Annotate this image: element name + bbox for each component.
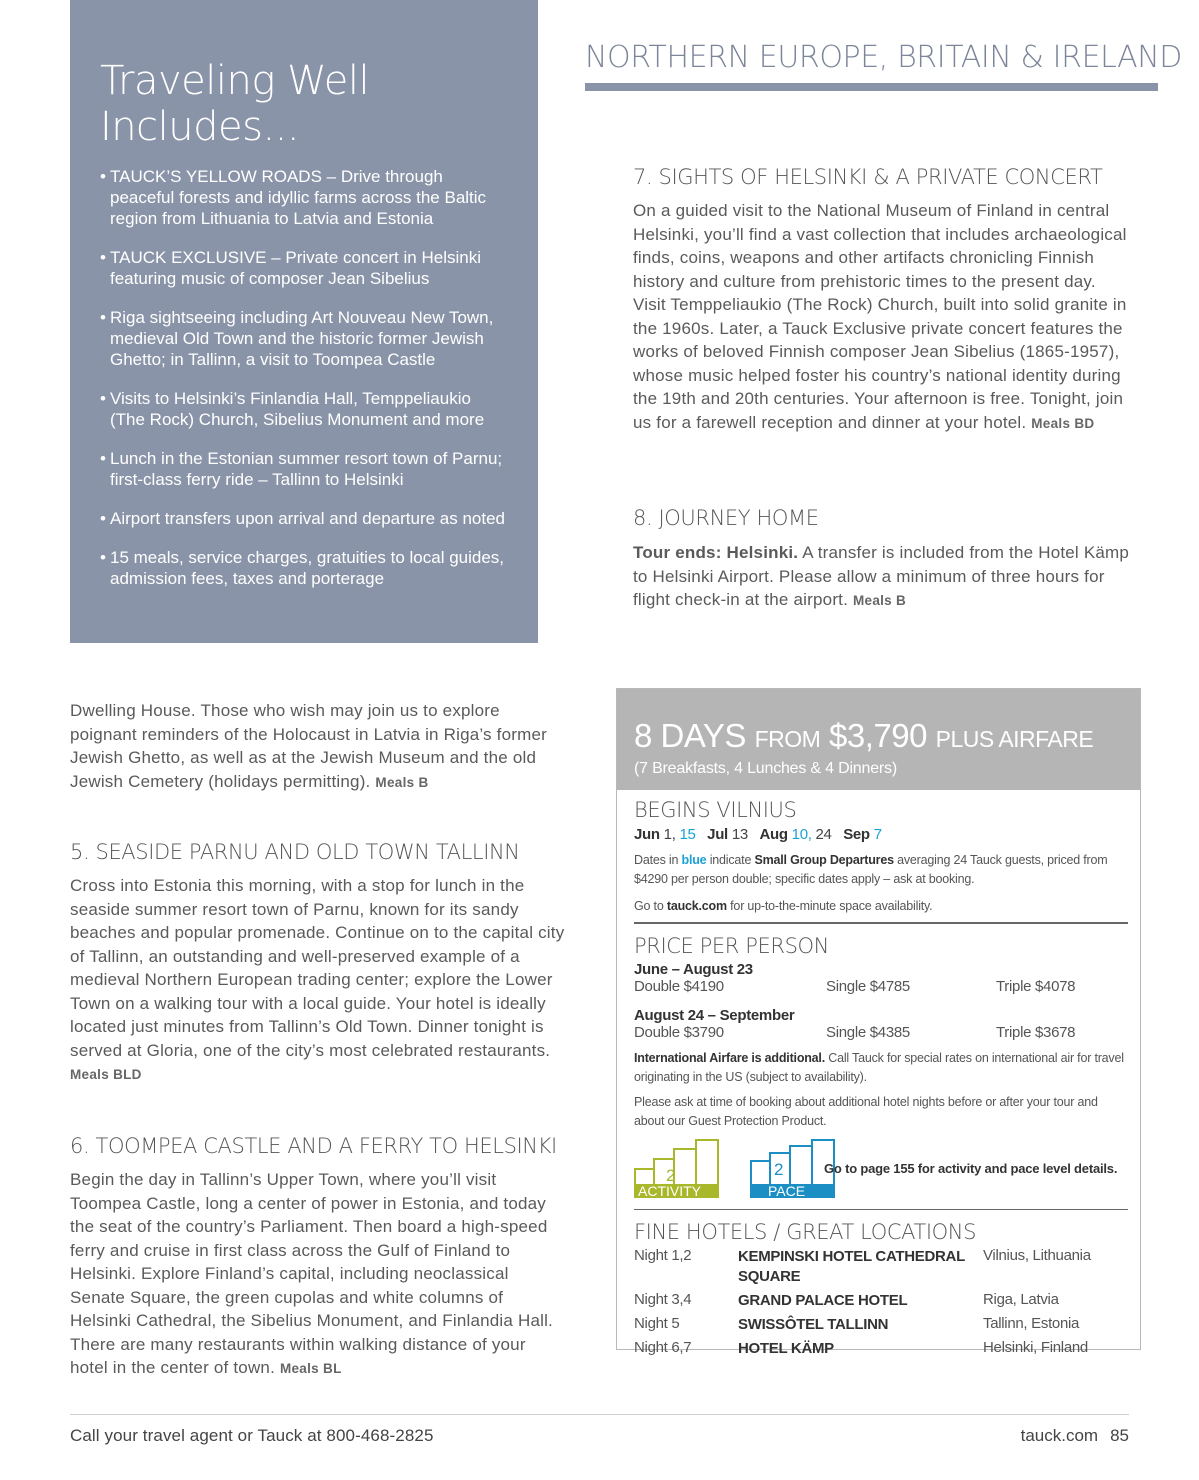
price-headline	[634, 717, 1122, 758]
divider	[634, 922, 1128, 924]
day4-meals: Meals B	[375, 774, 429, 790]
airfare-text: Call Tauck for special rates on international air for travel originating in the US (subject to availability).	[634, 1050, 1124, 1084]
activity-label: ACTIVITY	[638, 1182, 702, 1199]
date-day: 1,	[663, 826, 676, 843]
pace-label: PACE	[768, 1182, 806, 1199]
footer-rule	[70, 1414, 1129, 1415]
note-text: Go to	[634, 899, 667, 913]
date-day: 13	[731, 826, 748, 843]
page-number: 85	[1110, 1426, 1129, 1445]
price-single: Single $4785	[826, 977, 910, 995]
tauck-link[interactable]: tauck.com	[666, 899, 727, 913]
begins-heading: BEGINS VILNIUS	[634, 798, 797, 822]
note-blue-word: blue	[681, 853, 707, 867]
departure-dates	[634, 826, 1128, 843]
date-month: Sep	[843, 826, 870, 843]
region-rule	[585, 83, 1158, 91]
hotel-row	[634, 1247, 1128, 1291]
hotel-row	[634, 1315, 1128, 1339]
divider	[634, 1209, 1128, 1211]
includes-item: • Visits to Helsinki’s Finlandia Hall, Temppeliaukio (The Rock) Church, Sibelius Monument and more	[100, 388, 508, 430]
day6-section	[70, 1134, 565, 1381]
availability-note	[634, 897, 1128, 916]
footer-site-link[interactable]: tauck.com	[1020, 1426, 1099, 1445]
price-period-label: August 24 – September	[634, 1006, 795, 1024]
day5-text	[70, 874, 565, 1087]
note-bold: Small Group Departures	[754, 853, 894, 867]
small-group-note	[634, 851, 1128, 889]
hotel-row	[634, 1291, 1128, 1315]
hotel-name: KEMPINSKI HOTEL CATHEDRAL SQUARE	[738, 1248, 965, 1285]
includes-item: • TAUCK’S YELLOW ROADS – Drive through peaceful forests and idyllic farms across the Baltic region from Lithuania to Latvia and Estonia	[100, 166, 508, 229]
includes-item: • Lunch in the Estonian summer resort town of Parnu; first-class ferry ride – Tallinn to Helsinki	[100, 448, 508, 490]
date-day-small-group: 7	[873, 826, 882, 843]
day8-body: A transfer is included from the Hotel Kämp to Helsinki Airport. Please allow a minimum of three hours for flight check-in at the airport.	[633, 543, 1130, 609]
pace-note: Go to page 155 for activity and pace level details.	[824, 1160, 1118, 1176]
airfare-note	[634, 1049, 1128, 1087]
day5-body: Cross into Estonia this morning, with a stop for lunch in the seaside summer resort town of Parnu, known for its sandy beaches and popular promenade. Continue on to the capital city of Tallinn, an outstanding and well-preserved example of a medieval Northern European trading center; explore the Lower Town on a walking tour with a local guide. Your hotel is ideally located just minutes from Tallinn’s Old Town. Dinner tonight is served at Gloria, one of the city’s most celebrated restaurants.	[70, 876, 565, 1060]
price-row	[634, 978, 1128, 997]
price-single: Single $4385	[826, 1023, 910, 1041]
day5-section	[70, 840, 565, 1087]
day8-heading: 8. JOURNEY HOME	[633, 506, 819, 530]
price-double: Double $4190	[634, 977, 724, 995]
day6-meals: Meals BL	[279, 1361, 342, 1376]
includes-item: • Airport transfers upon arrival and departure as noted	[100, 508, 508, 529]
hotel-location: Tallinn, Estonia	[983, 1315, 1080, 1332]
hotel-nights: Night 5	[634, 1315, 680, 1332]
hotel-nights: Night 1,2	[634, 1247, 692, 1264]
date-month: Jun	[634, 826, 660, 843]
price-triple: Triple $3678	[996, 1023, 1076, 1041]
day4-body: Dwelling House. Those who wish may join us to explore poignant reminders of the Holocaust in Latvia in Riga’s former Jewish Ghetto, as well as at the Jewish Museum and the old Jewish Cemetery (holidays permitting).	[70, 701, 547, 791]
price-days: 8 DAYS	[634, 717, 746, 754]
hotel-location: Riga, Latvia	[983, 1291, 1059, 1308]
price-triple: Triple $4078	[996, 977, 1076, 995]
hotels-heading: FINE HOTELS / GREAT LOCATIONS	[634, 1220, 977, 1244]
note-text: averaging 24 Tauck guests, priced from $4290 per person double; specific dates apply – ask at booking.	[634, 853, 1108, 886]
pace-level-number: 2	[774, 1159, 784, 1179]
date-day: 24	[815, 826, 832, 843]
region-title: NORTHERN EUROPE, BRITAIN & IRELAND	[585, 40, 1182, 75]
date-month: Aug	[759, 826, 788, 843]
price-header	[617, 689, 1140, 790]
price-amount: $3,790	[829, 717, 927, 754]
day8-section	[633, 506, 1133, 613]
price-double: Double $3790	[634, 1023, 724, 1041]
price-per-person-heading: PRICE PER PERSON	[634, 933, 829, 958]
note-text: indicate	[706, 853, 755, 867]
day7-body: On a guided visit to the National Museum of Finland in central Helsinki, you’ll find a vast collection that includes archaeological finds, coins, weapons and other artifacts chronicling Finnish history and culture from prehistoric times to the present day. Visit Temppeliaukio (The Rock) Church, built into solid granite in the 1960s. Later, a Tauck Exclusive private concert features the works of beloved Finnish composer Jean Sibelius (1865-1957), whose music helped foster his country’s national identity during the 19th and 20th centuries. Your afternoon is free. Tonight, join us for a farewell reception and dinner at your hotel.	[633, 201, 1127, 432]
hotel-nights-note: Please ask at time of booking about additional hotel nights before or after your tour and about our Guest Protection Product.	[634, 1094, 1098, 1128]
activity-level-number: 2	[666, 1165, 676, 1185]
day5-heading: 5. SEASIDE PARNU AND OLD TOWN TALLINN	[70, 840, 520, 864]
day4-continuation	[70, 699, 565, 794]
includes-item: • 15 meals, service charges, gratuities to local guides, admission fees, taxes and porterage	[100, 547, 508, 589]
day7-heading: 7. SIGHTS OF HELSINKI & A PRIVATE CONCERT	[633, 165, 1103, 189]
activity-level-icon	[634, 1139, 720, 1199]
footer-right	[1021, 1426, 1129, 1446]
includes-title-line2: Includes...	[100, 104, 300, 150]
hotel-row	[634, 1339, 1128, 1363]
day8-meals: Meals B	[852, 593, 907, 608]
date-month: Jul	[707, 826, 728, 843]
day6-heading: 6. TOOMPEA CASTLE AND A FERRY TO HELSINKI	[70, 1134, 557, 1158]
hotel-name: HOTEL KÄMP	[738, 1340, 834, 1357]
note-text: Dates in	[634, 853, 682, 867]
hotel-location: Helsinki, Finland	[983, 1339, 1088, 1356]
day7-section	[633, 165, 1133, 435]
price-box	[616, 688, 1141, 1357]
price-plus-airfare: PLUS AIRFARE	[935, 726, 1094, 752]
includes-item: • TAUCK EXCLUSIVE – Private concert in Helsinki featuring music of composer Jean Sibelius	[100, 247, 508, 289]
price-row	[634, 1024, 1128, 1043]
hotel-name: GRAND PALACE HOTEL	[738, 1292, 908, 1309]
day7-text	[633, 199, 1133, 435]
price-from: FROM	[754, 726, 821, 752]
includes-panel	[70, 0, 538, 643]
date-day-small-group: 10,	[791, 826, 812, 843]
date-day-small-group: 15	[679, 826, 696, 843]
price-period-label: June – August 23	[634, 960, 753, 978]
note-text: for up-to-the-minute space availability.	[726, 899, 933, 913]
day8-lead: Tour ends: Helsinki.	[633, 543, 799, 562]
day7-meals: Meals BD	[1031, 415, 1095, 431]
footer-call: Call your travel agent or Tauck at 800-468-2825	[70, 1426, 434, 1445]
includes-title-line1: Traveling Well	[100, 58, 370, 104]
hotel-nights: Night 3,4	[634, 1291, 692, 1308]
activity-pace-row	[634, 1139, 1128, 1199]
day4-text	[70, 699, 565, 794]
hotel-name: SWISSÔTEL TALLINN	[738, 1316, 889, 1333]
hotel-location: Vilnius, Lithuania	[983, 1247, 1091, 1264]
day6-body: Begin the day in Tallinn’s Upper Town, where you’ll visit Toompea Castle, long a center of power in Estonia, and today the seat of the country’s Parliament. Then board a high-speed ferry and cruise in first class across the Gulf of Finland to Helsinki. Explore Finland’s capital, including neoclassical Senate Square, the green cupolas and white columns of Helsinki Cathedral, the Sibelius Monument, and Finlandia Hall. There are many restaurants within walking distance of your hotel in the center of town.	[70, 1170, 553, 1377]
day5-meals: Meals BLD	[70, 1067, 142, 1082]
airfare-bold: International Airfare is additional.	[634, 1050, 825, 1065]
includes-item: • Riga sightseeing including Art Nouveau New Town, medieval Old Town and the historic former Jewish Ghetto; in Tallinn, a visit to Toompea Castle	[100, 307, 508, 370]
price-meals-summary: (7 Breakfasts, 4 Lunches & 4 Dinners)	[634, 760, 897, 777]
day6-text	[70, 1168, 565, 1381]
includes-title	[100, 58, 508, 150]
price-body	[617, 790, 1140, 1363]
hotel-nights: Night 6,7	[634, 1339, 692, 1356]
day8-text	[633, 541, 1133, 613]
